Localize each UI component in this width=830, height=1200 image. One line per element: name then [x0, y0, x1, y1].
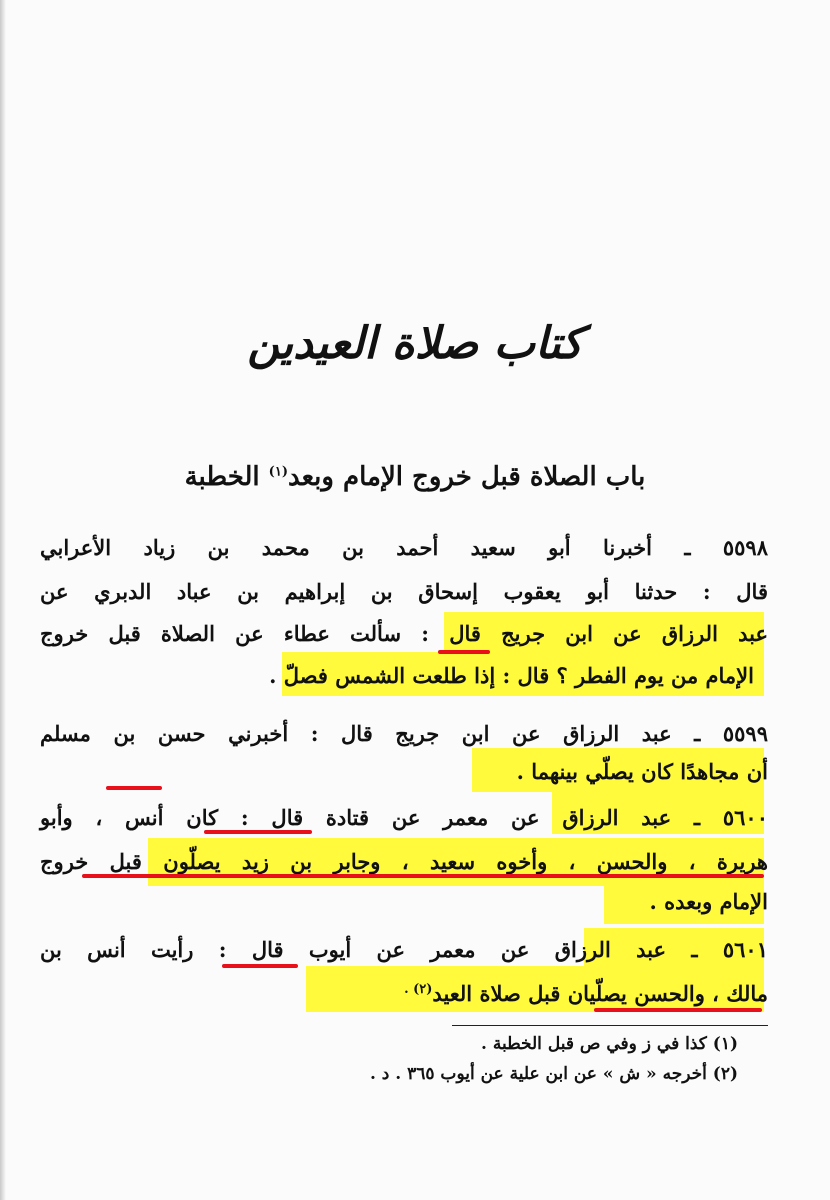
red-underline [106, 786, 162, 790]
footnote-ref-1: (١) [268, 464, 288, 480]
chapter-heading-text-end: الخطبة [184, 462, 269, 492]
text-line: هريرة ، والحسن ، وأخوه سعيد ، وجابر بن زيد يصلّون قبل خروج [40, 849, 768, 874]
red-underline [204, 830, 312, 834]
red-underline [594, 1008, 762, 1012]
scan-shadow-edge [0, 0, 6, 1200]
text-line: الإمام وبعده . [649, 889, 768, 914]
text-line: الإمام من يوم الفطر ؟ قال : إذا طلعت الشمس فصلّ . [269, 663, 754, 688]
footnote: (١) كذا في ز وفي ص قبل الخطبة . [481, 1034, 738, 1054]
red-underline [82, 874, 764, 878]
footnote-ref-2: (٢) . [404, 982, 433, 997]
text-line: قال : حدثنا أبو يعقوب إسحاق بن إبراهيم بن عباد الدبري عن [40, 579, 768, 604]
text-line: أن مجاهدًا كان يصلّي بينهما . [516, 759, 768, 784]
text-line: ٥٥٩٩ ـ عبد الرزاق عن ابن جريج قال : أخبرني حسن بن مسلم [40, 721, 768, 746]
footnote: (٢) أخرجه « ش » عن ابن علية عن أيوب ٣٦٥ . د . [369, 1064, 738, 1084]
red-underline [438, 650, 490, 654]
chapter-heading [0, 462, 830, 492]
book-title: كتاب صلاة العيدين [247, 318, 583, 369]
red-underline [222, 964, 298, 968]
text-line: ٥٦٠١ ـ عبد الرزاق عن معمر عن أيوب قال : رأيت أنس بن [40, 937, 768, 962]
chapter-heading-text: باب الصلاة قبل خروج الإمام وبعد [287, 462, 646, 492]
text-line: مالك ، والحسن يصلّيان قبل صلاة العيد$^{(٢) .}$ [404, 981, 768, 1006]
footnote-separator [452, 1025, 768, 1026]
text-line: عبد الرزاق عن ابن جريج قال : سألت عطاء عن الصلاة قبل خروج [40, 621, 768, 646]
text-line: ٥٥٩٨ ـ أخبرنا أبو سعيد أحمد بن محمد بن زياد الأعرابي [40, 535, 768, 560]
text-line: ٥٦٠٠ ـ عبد الرزاق عن معمر عن قتادة قال : كان أنس ، وأبو [40, 805, 768, 830]
